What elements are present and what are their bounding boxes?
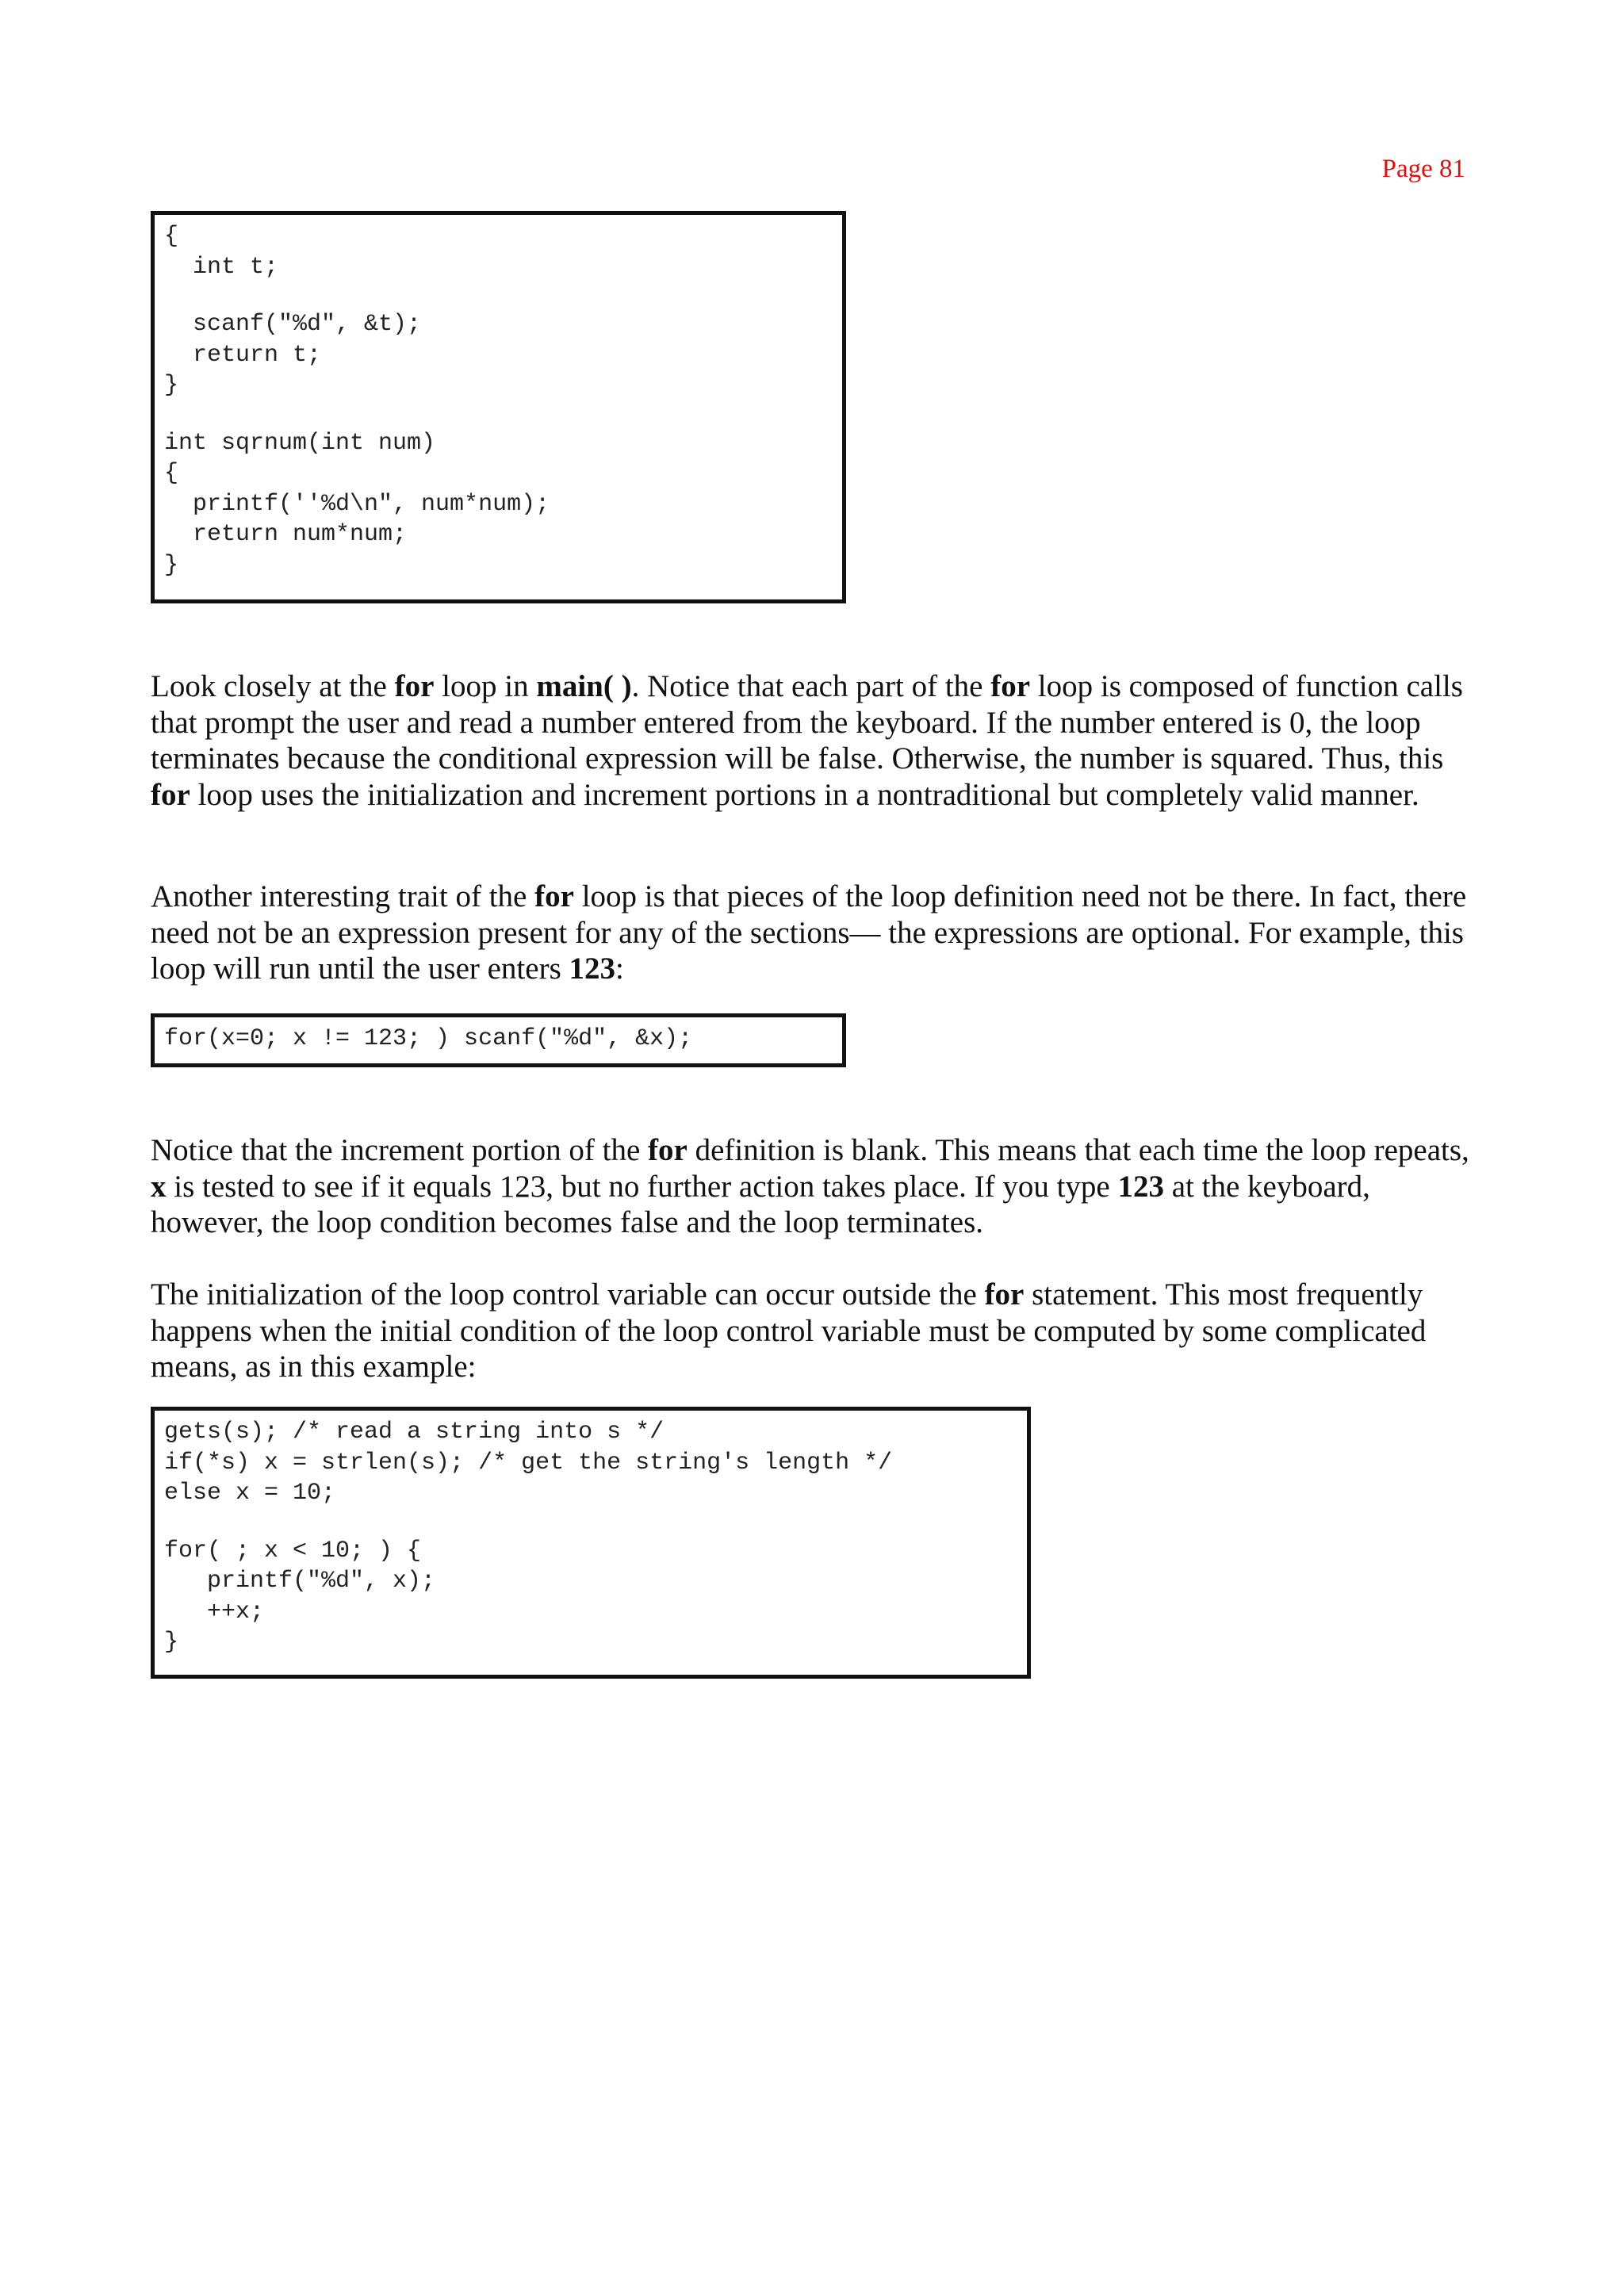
code-line: } [164, 551, 179, 579]
page-number: Page 81 [1381, 155, 1465, 183]
text: Look closely at the [151, 669, 395, 703]
code-line: int t; [164, 253, 279, 281]
code-line: } [164, 372, 179, 399]
code-line: else x = 10; [164, 1480, 336, 1507]
code-line: int sqrnum(int num) [164, 429, 436, 457]
code-blank-line [164, 401, 833, 428]
code-blank-line [164, 1509, 1017, 1536]
keyword: for [990, 669, 1031, 703]
text: loop is composed of function calls that prompt the user and read a number entered from the keyboard. If the number entered is 0, the loop terminates because the conditional expression will be false. Otherwise, the number is squared. Thus, this [151, 669, 1463, 776]
code-line: { [164, 460, 179, 487]
keyword: for [648, 1133, 688, 1167]
text: statement. This most frequently happens when the initial condition of the loop control variable must be computed by some complicated means, as in this example: [151, 1277, 1427, 1384]
code-line: if(*s) x = strlen(s); /* get the string's length */ [164, 1449, 893, 1476]
text: : [615, 952, 624, 986]
text: loop uses the initialization and increment portions in a nontraditional but completely valid manner. [190, 777, 1419, 812]
keyword: for [534, 879, 574, 913]
keyword: main( ) [536, 669, 632, 703]
code-line: return t; [164, 341, 322, 369]
text: Notice that the increment portion of the [151, 1133, 649, 1167]
paragraph-optional-expressions [151, 879, 1483, 987]
keyword: for [984, 1277, 1025, 1312]
paragraph-initialization-outside [151, 1277, 1483, 1385]
code-line: ++x; [164, 1598, 265, 1626]
keyword: for [151, 777, 190, 812]
paragraph-for-loop-main [151, 668, 1483, 813]
keyword: x [151, 1169, 167, 1204]
text: definition is blank. This means that each time the loop repeats, [687, 1133, 1469, 1167]
text: at the keyboard, however, the loop condition becomes false and the loop terminates. [151, 1169, 1370, 1239]
code-line: printf("%d", x); [164, 1568, 436, 1595]
text: Another interesting trait of the [151, 879, 535, 913]
code-line: scanf("%d", &t); [164, 311, 422, 338]
code-line: gets(s); /* read a string into s */ [164, 1419, 665, 1446]
text: loop in [434, 669, 537, 703]
code-block-scanf-loop [151, 1013, 846, 1067]
code-line: printf(''%d\n", num*num); [164, 490, 550, 518]
code-blank-line [164, 282, 833, 309]
keyword: 123 [1117, 1169, 1164, 1204]
keyword: 123 [569, 952, 615, 986]
code-line: for(x=0; x != 123; ) scanf("%d", &x); [164, 1025, 693, 1052]
text: loop is that pieces of the loop definition need not be there. In fact, there need not be an expression present for any of the sections— the expressions are optional. For example, this loop will run until the user enters [151, 879, 1467, 986]
keyword: for [394, 669, 435, 703]
text: . Notice that each part of the [631, 669, 991, 703]
code-line: for( ; x < 10; ) { [164, 1537, 422, 1564]
code-line: } [164, 1629, 179, 1656]
code-line: { [164, 223, 179, 250]
text: is tested to see if it equals 123, but no further action takes place. If you type [166, 1169, 1118, 1204]
code-block-functions [151, 211, 846, 603]
code-line: return num*num; [164, 521, 408, 548]
text: The initialization of the loop control variable can occur outside the [151, 1277, 985, 1312]
code-block-strlen-loop [151, 1407, 1031, 1679]
paragraph-increment-blank [151, 1132, 1483, 1241]
